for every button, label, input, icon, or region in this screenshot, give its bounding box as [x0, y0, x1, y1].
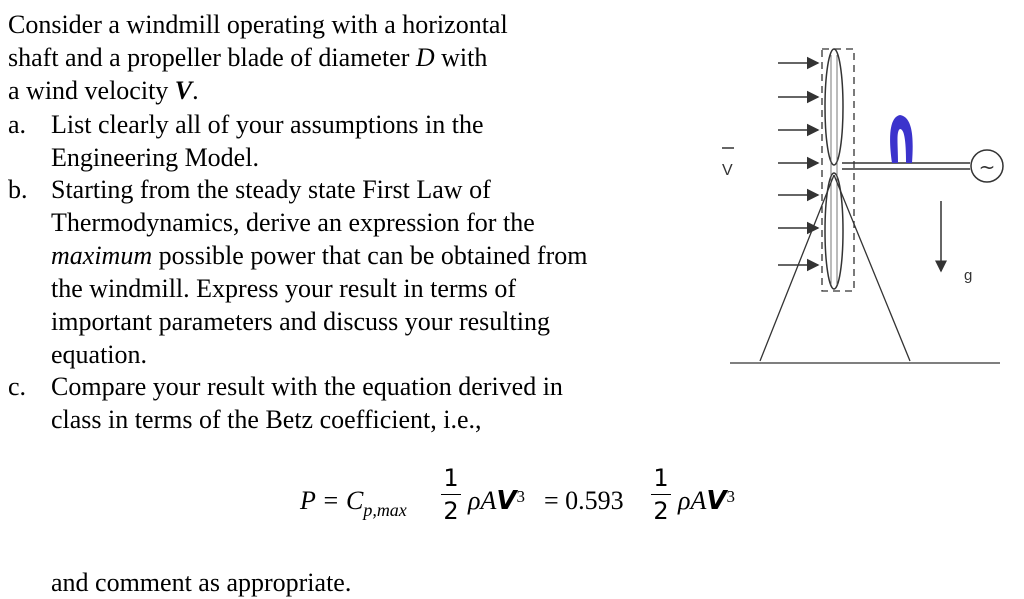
velocity-symbol: V [174, 76, 193, 105]
fraction-one-half: 1 2 [440, 464, 462, 525]
item-b-line-6: equation. [51, 340, 148, 369]
item-b-line-1: Starting from the steady state First Law of [51, 175, 491, 204]
rotation-direction-icon [890, 115, 913, 163]
item-c-line-1: Compare your result with the equation derived in [51, 372, 563, 401]
fraction-one-half-2: 1 2 [650, 464, 672, 525]
item-a-line-2: Engineering Model. [51, 143, 259, 172]
intro-line-3: a wind velocity V. [8, 76, 199, 105]
svg-text:g: g [964, 267, 973, 284]
item-b-line-2: Thermodynamics, derive an expression for the [51, 208, 535, 237]
windmill-diagram [700, 35, 1024, 375]
item-c-line-2: class in terms of the Betz coefficient, i.e., [51, 405, 482, 434]
intro-line-1: Consider a windmill operating with a horizontal [8, 10, 508, 39]
item-b-line-3: maximum possible power that can be obtained from [51, 241, 588, 270]
equation-lhs: $P = C_{p,max}$ [300, 486, 407, 520]
item-a-line-1: List clearly all of your assumptions in the [51, 110, 484, 139]
closing-line: and comment as appropriate. [51, 568, 352, 597]
windmill-figure [700, 35, 1024, 375]
wind-arrows [778, 63, 818, 265]
svg-text:V: V [722, 162, 733, 179]
item-b-line-5: important parameters and discuss your resulting [51, 307, 550, 336]
svg-text:~: ~ [978, 155, 996, 179]
horizontal-shaft [842, 163, 970, 169]
control-volume [822, 49, 854, 291]
generator-icon [971, 150, 1003, 182]
gravity-arrow [941, 201, 972, 284]
maximum-emphasis: maximum [51, 241, 153, 270]
equation-term-1: ρAV$^3$ [468, 486, 525, 516]
propeller-blade-upper [825, 49, 843, 165]
item-c-marker: c. [8, 372, 27, 401]
blade-hatching [831, 55, 837, 285]
diameter-symbol: D [415, 43, 435, 72]
item-b-line-4: the windmill. Express your result in terms of [51, 274, 517, 303]
tower [730, 175, 1000, 363]
item-a-marker: a. [8, 110, 27, 139]
wind-velocity-label [722, 148, 734, 179]
equation-term-2: ρAV$^3$ [678, 486, 735, 516]
item-b-marker: b. [8, 175, 28, 204]
equation-value: = 0.593 [544, 486, 624, 515]
intro-line-2: shaft and a propeller blade of diameter D with [8, 43, 488, 72]
